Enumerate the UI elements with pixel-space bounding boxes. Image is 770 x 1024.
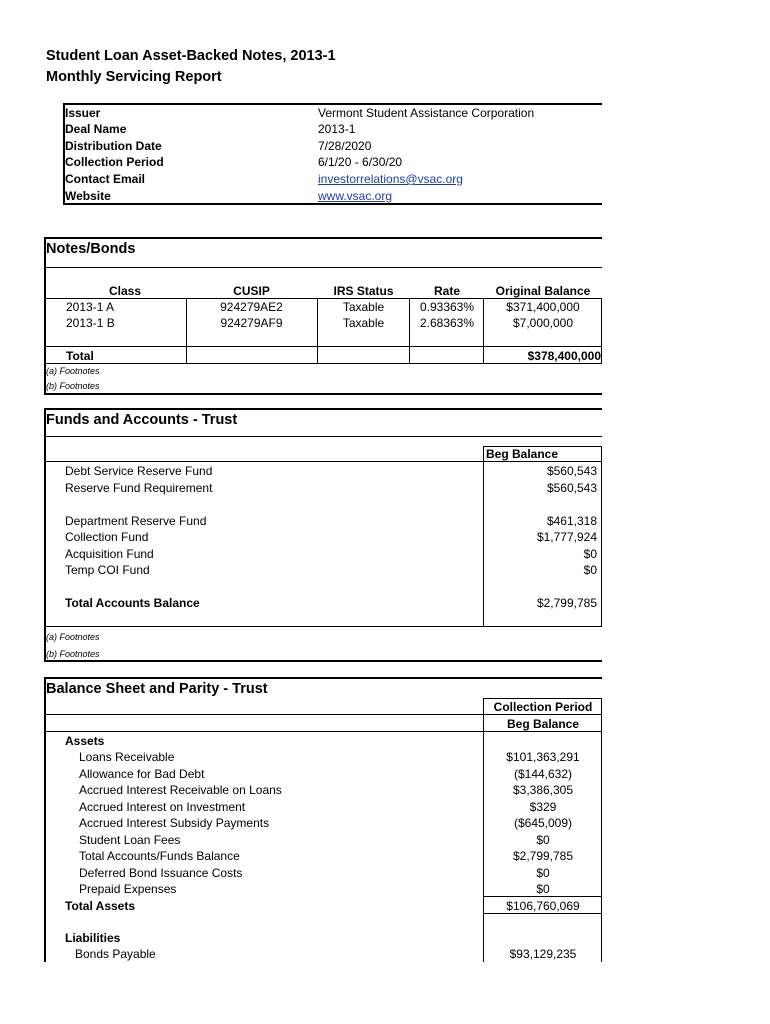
- fund-value: $0: [583, 563, 597, 577]
- divider: [44, 677, 46, 962]
- divider: [44, 677, 602, 679]
- divider: [601, 446, 602, 627]
- divider: [44, 660, 602, 662]
- divider: [44, 237, 602, 239]
- asset-value: $0: [536, 882, 550, 896]
- divider: [44, 408, 46, 662]
- divider: [44, 731, 602, 732]
- assets-heading: Assets: [65, 734, 105, 748]
- info-value-distribution-date: 7/28/2020: [318, 139, 372, 153]
- note-class: 2013-1 A: [66, 300, 115, 314]
- asset-value: $3,386,305: [512, 783, 574, 797]
- info-label-distribution-date: Distribution Date: [65, 139, 162, 153]
- info-value-collection-period: 6/1/20 - 6/30/20: [318, 155, 403, 169]
- divider: [44, 626, 602, 627]
- notes-total-label: Total: [66, 349, 94, 363]
- liability-label: Bonds Payable: [75, 947, 156, 961]
- website-link[interactable]: www.vsac.org: [318, 189, 393, 203]
- note-rate: 2.68363%: [419, 316, 475, 330]
- funds-total-label: Total Accounts Balance: [65, 596, 200, 610]
- asset-value: $0: [536, 833, 550, 847]
- column-header-beg-balance: Beg Balance: [506, 717, 580, 731]
- asset-value: $0: [536, 866, 550, 880]
- report-title: Student Loan Asset-Backed Notes, 2013-1: [46, 48, 336, 64]
- divider: [63, 103, 602, 105]
- asset-label: Allowance for Bad Debt: [79, 767, 205, 781]
- fund-value: $1,777,924: [536, 530, 597, 544]
- fund-label: Debt Service Reserve Fund: [65, 464, 213, 478]
- note-class: 2013-1 B: [66, 316, 115, 330]
- asset-value: ($144,632): [513, 767, 573, 781]
- fund-label: Acquisition Fund: [65, 547, 154, 561]
- fund-value: $0: [583, 547, 597, 561]
- fund-label: Department Reserve Fund: [65, 514, 207, 528]
- column-header-rate: Rate: [433, 284, 460, 298]
- asset-label: Deferred Bond Issuance Costs: [79, 866, 243, 880]
- asset-label: Prepaid Expenses: [79, 882, 177, 896]
- divider: [483, 913, 602, 914]
- fund-value: $461,318: [546, 514, 597, 528]
- divider: [44, 363, 602, 364]
- divider: [44, 298, 602, 299]
- section-title: Funds and Accounts - Trust: [46, 412, 238, 428]
- fund-value: $560,543: [546, 481, 597, 495]
- report-subtitle: Monthly Servicing Report: [46, 69, 222, 85]
- divider: [44, 714, 602, 715]
- fund-label: Temp COI Fund: [65, 563, 150, 577]
- column-header-original-balance: Original Balance: [495, 284, 591, 298]
- divider: [44, 267, 602, 268]
- asset-value: $329: [529, 800, 557, 814]
- info-label-issuer: Issuer: [65, 106, 101, 120]
- asset-label: Accrued Interest on Investment: [79, 800, 246, 814]
- asset-label: Student Loan Fees: [79, 833, 181, 847]
- column-header-collection-period: Collection Period: [493, 700, 593, 714]
- divider: [601, 698, 602, 962]
- divider: [483, 698, 602, 699]
- liability-value: $93,129,235: [509, 947, 577, 961]
- divider: [44, 408, 602, 410]
- note-irs-status: Taxable: [342, 316, 385, 330]
- funds-total-value: $2,799,785: [536, 596, 597, 610]
- fund-value: $560,543: [546, 464, 597, 478]
- divider: [483, 896, 602, 897]
- footnote-b: (b) Footnotes: [46, 649, 100, 659]
- info-label-contact-email: Contact Email: [65, 172, 146, 186]
- divider: [44, 436, 602, 437]
- note-cusip: 924279AF9: [220, 316, 283, 330]
- asset-label: Accrued Interest Receivable on Loans: [79, 783, 282, 797]
- info-label-deal-name: Deal Name: [65, 122, 127, 136]
- divider: [44, 346, 602, 347]
- asset-value: $101,363,291: [506, 750, 580, 764]
- footnote-b: (b) Footnotes: [46, 381, 100, 391]
- footnote-a: (a) Footnotes: [46, 632, 100, 642]
- liabilities-heading: Liabilities: [65, 931, 121, 945]
- note-irs-status: Taxable: [342, 300, 385, 314]
- asset-value: $2,799,785: [512, 849, 574, 863]
- divider: [483, 698, 484, 962]
- note-cusip: 924279AE2: [220, 300, 283, 314]
- total-assets-value: $106,760,069: [506, 899, 580, 913]
- fund-label: Reserve Fund Requirement: [65, 481, 213, 495]
- column-header-irs-status: IRS Status: [333, 284, 394, 298]
- total-assets-label: Total Assets: [65, 899, 136, 913]
- info-value-deal-name: 2013-1: [318, 122, 356, 136]
- column-header-beg-balance: Beg Balance: [486, 447, 559, 461]
- notes-total-value: $378,400,000: [527, 349, 601, 363]
- column-header-class: Class: [108, 284, 142, 298]
- divider: [44, 461, 602, 462]
- info-value-issuer: Vermont Student Assistance Corporation: [318, 106, 535, 120]
- divider: [63, 203, 602, 205]
- footnote-a: (a) Footnotes: [46, 366, 100, 376]
- column-header-cusip: CUSIP: [233, 284, 270, 298]
- info-label-collection-period: Collection Period: [65, 155, 164, 169]
- note-rate: 0.93363%: [419, 300, 475, 314]
- note-original-balance: $371,400,000: [506, 300, 580, 314]
- asset-value: ($645,009): [513, 816, 573, 830]
- asset-label: Accrued Interest Subsidy Payments: [79, 816, 270, 830]
- asset-label: Loans Receivable: [79, 750, 175, 764]
- section-title: Balance Sheet and Parity - Trust: [46, 681, 268, 697]
- divider: [44, 393, 602, 395]
- info-label-website: Website: [65, 189, 111, 203]
- asset-label: Total Accounts/Funds Balance: [79, 849, 240, 863]
- contact-email-link[interactable]: investorrelations@vsac.org: [318, 172, 463, 186]
- note-original-balance: $7,000,000: [512, 316, 574, 330]
- fund-label: Collection Fund: [65, 530, 149, 544]
- section-title: Notes/Bonds: [46, 241, 136, 257]
